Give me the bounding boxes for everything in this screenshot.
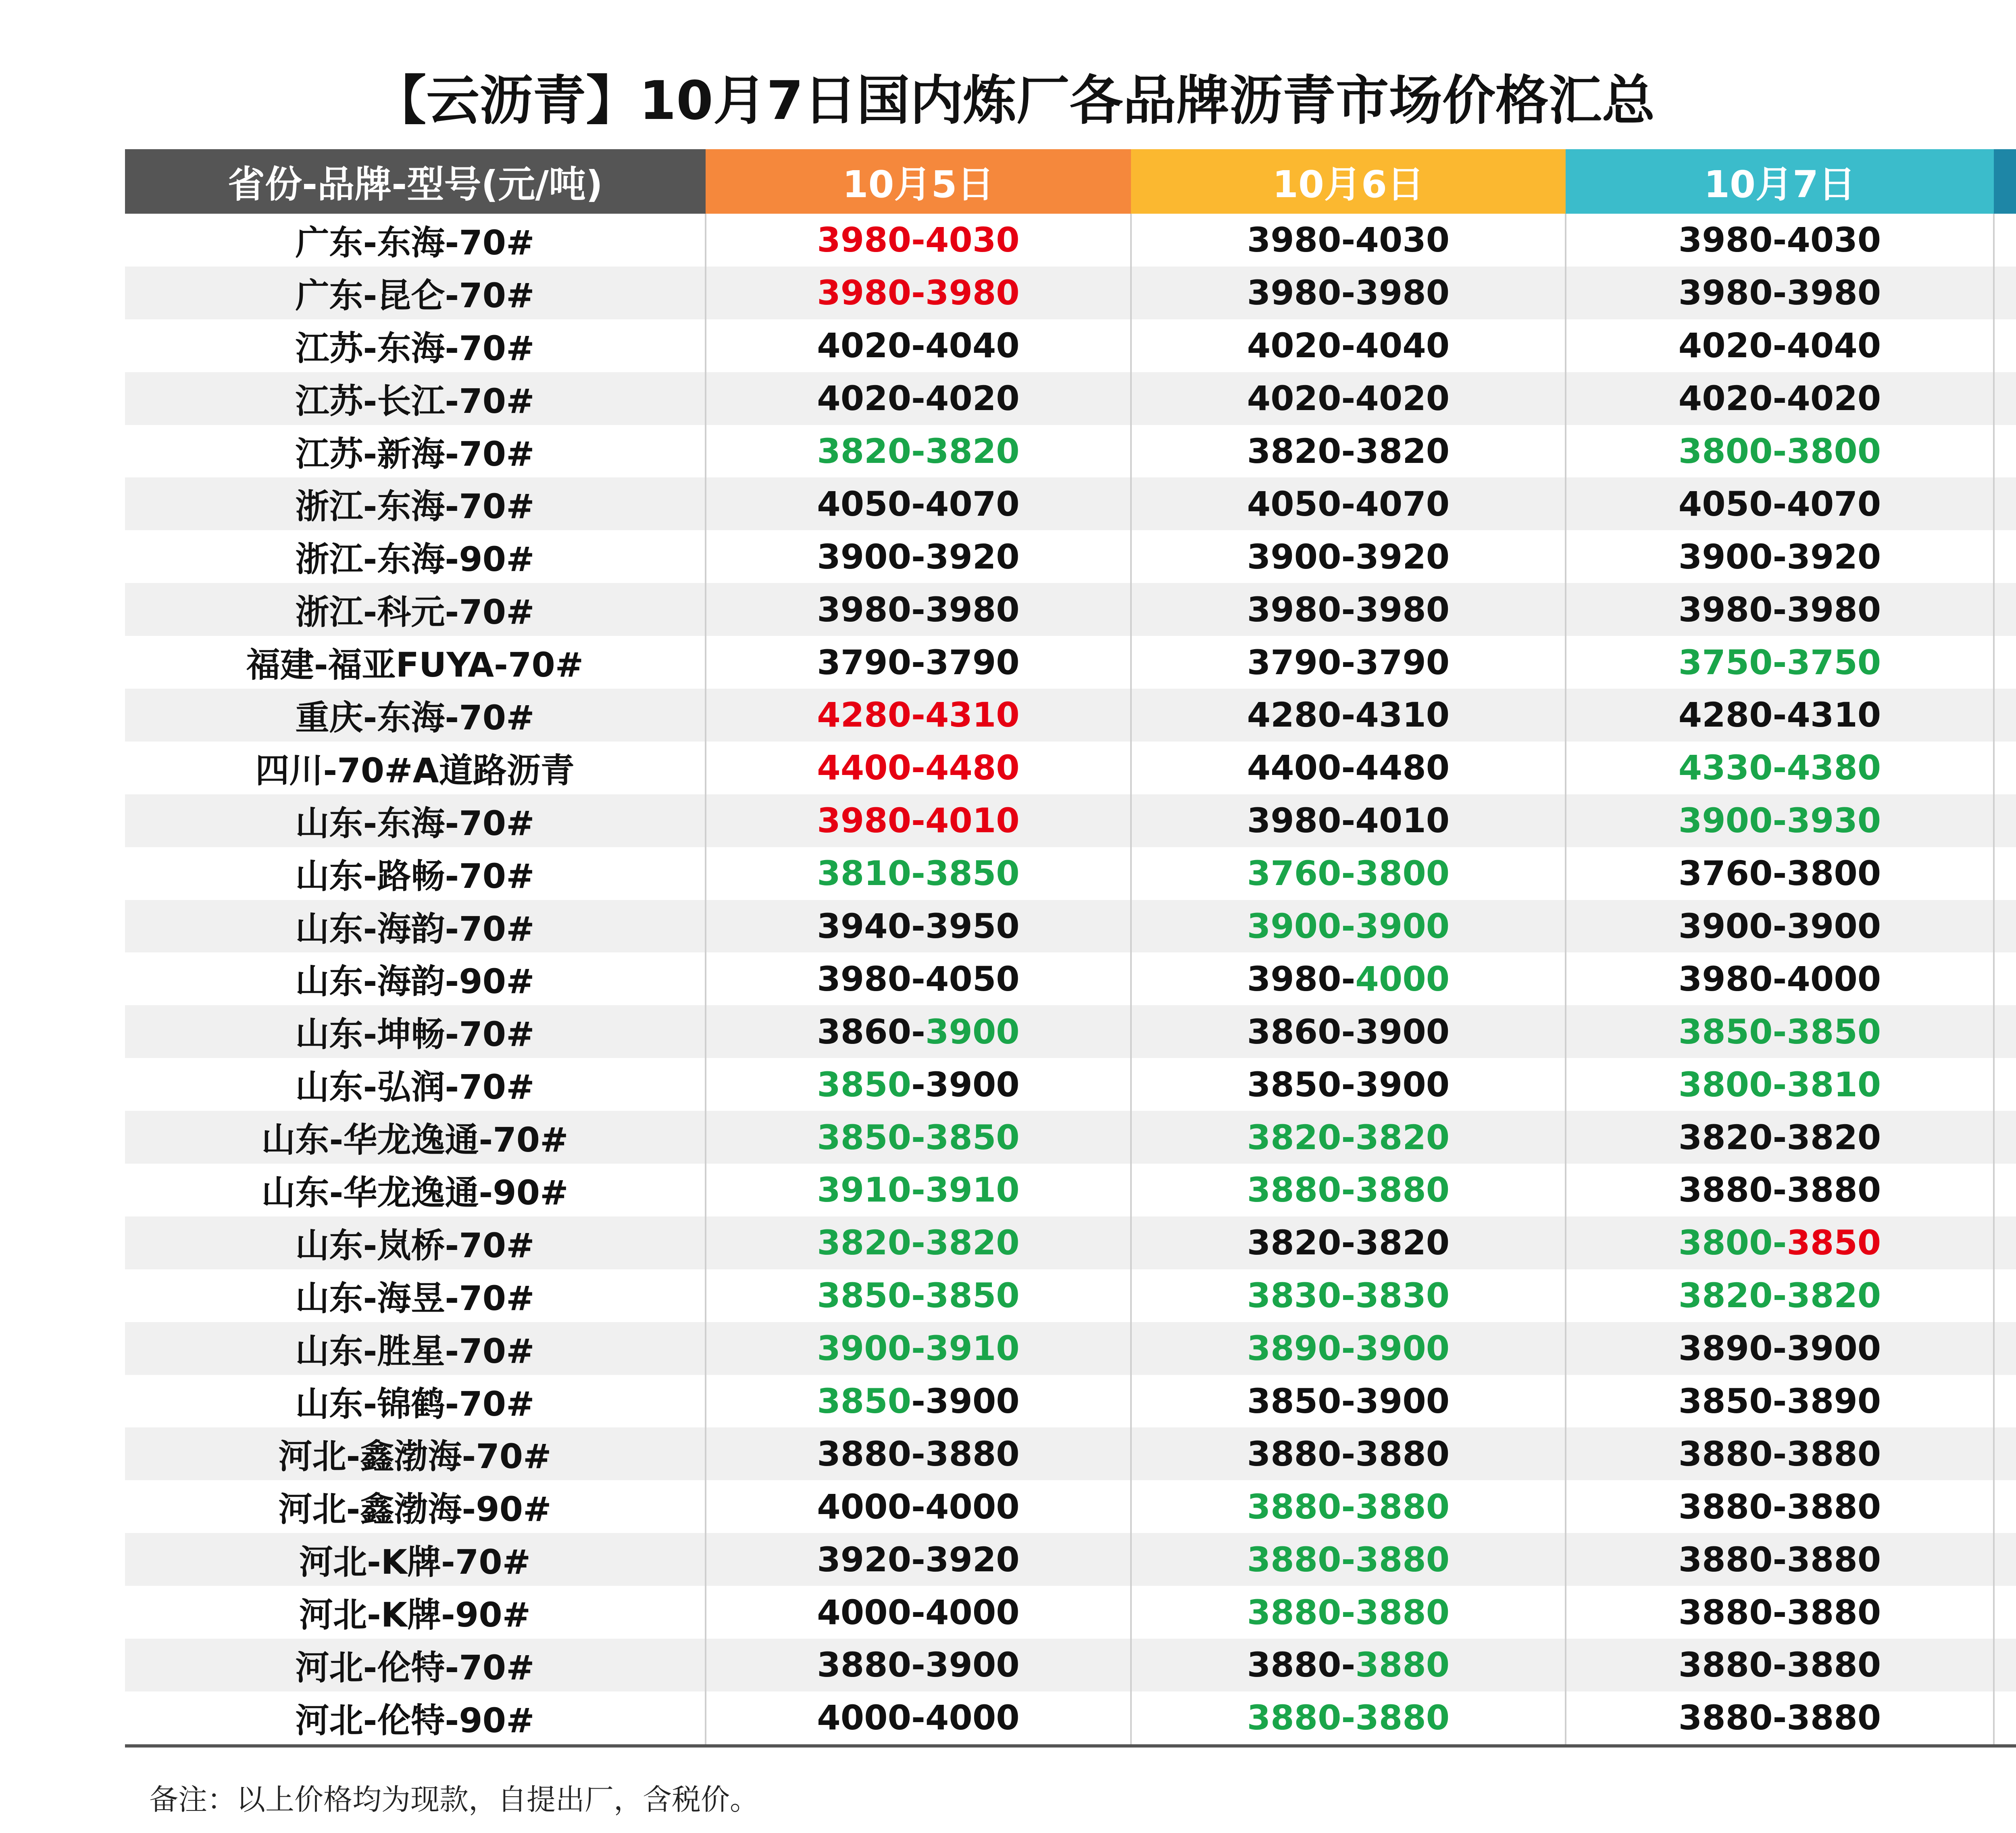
price-oct6	[1131, 1639, 1566, 1691]
table-row	[125, 1269, 2016, 1322]
price-oct5	[706, 1216, 1131, 1269]
header-oct5: 10月5日	[706, 149, 1131, 214]
price-change	[1994, 1216, 2016, 1269]
brand-cell: 江苏-东海-70#	[295, 328, 535, 368]
table-row	[125, 1533, 2016, 1586]
price-change	[1994, 1375, 2016, 1428]
value-segment: 3830-3830	[1247, 1276, 1450, 1316]
value-segment: 3850-3850	[817, 1117, 1020, 1157]
header-oct6: 10月6日	[1131, 149, 1566, 214]
price-oct5	[706, 1058, 1131, 1111]
value-segment: 3820-3820	[1678, 1117, 1881, 1157]
value-segment: 4020-4040	[817, 326, 1020, 366]
value-segment: 3820-3820	[1247, 1223, 1450, 1263]
value-segment: 3850-3890	[1678, 1381, 1881, 1421]
value-segment: 3820-3820	[1678, 1276, 1881, 1316]
header-oct7: 10月7日	[1566, 149, 1994, 214]
table-row	[125, 1427, 2016, 1480]
brand-cell: 山东-华龙逸通-90#	[261, 1173, 569, 1212]
price-oct6	[1131, 1111, 1566, 1164]
value-segment: -3900	[911, 1381, 1020, 1421]
price-change	[1994, 214, 2016, 267]
price-oct6	[1131, 900, 1566, 953]
price-oct6	[1131, 477, 1566, 530]
price-oct5	[706, 1427, 1131, 1480]
table-row	[125, 1639, 2016, 1691]
price-oct7	[1566, 1322, 1994, 1375]
price-oct6	[1131, 1586, 1566, 1639]
table-row	[125, 794, 2016, 847]
value-segment: 4000-4000	[817, 1487, 1020, 1527]
value-segment: 3860-	[817, 1012, 925, 1052]
table-row	[125, 1111, 2016, 1164]
value-segment: 3880-3880	[1678, 1698, 1881, 1738]
price-change	[1994, 900, 2016, 953]
value-segment: 4280-4310	[1247, 695, 1450, 735]
value-segment: 3900-3920	[1678, 537, 1881, 577]
table-row	[125, 425, 2016, 478]
value-segment: 3880-3880	[1247, 1487, 1450, 1527]
value-segment: 3820-3820	[1247, 431, 1450, 471]
table-row	[125, 1058, 2016, 1111]
price-oct6	[1131, 214, 1566, 267]
value-segment: 3880-3880	[1247, 1170, 1450, 1210]
price-oct7	[1566, 530, 1994, 583]
brand-cell: 四川-70#A道路沥青	[255, 750, 575, 790]
brand-cell: 河北-K牌-90#	[299, 1595, 531, 1635]
price-change	[1994, 1058, 2016, 1111]
table-row	[125, 372, 2016, 425]
brand-cell: 重庆-东海-70#	[125, 689, 706, 742]
value-segment: 3850	[817, 1064, 912, 1104]
price-oct7	[1566, 952, 1994, 1005]
value-segment: 4020-4020	[817, 379, 1020, 419]
price-change	[1994, 583, 2016, 636]
value-segment: 4400-4480	[817, 748, 1020, 788]
price-change	[1994, 319, 2016, 372]
price-oct7	[1566, 689, 1994, 742]
brand-cell: 江苏-新海-70#	[295, 434, 535, 474]
brand-cell: 河北-鑫渤海-90#	[278, 1489, 552, 1529]
brand-cell: 山东-坤畅-70#	[125, 1005, 706, 1058]
value-segment: 3820-3820	[817, 1223, 1020, 1263]
price-oct5	[706, 530, 1131, 583]
table-row	[125, 636, 2016, 689]
price-oct5	[706, 1533, 1131, 1586]
value-segment: 4280-4310	[817, 695, 1020, 735]
value-segment: 3880-3880	[1678, 1592, 1881, 1632]
value-segment: 3850-3850	[1678, 1012, 1881, 1052]
price-change	[1994, 530, 2016, 583]
value-segment: 3820-3820	[1247, 1117, 1450, 1157]
value-segment: 3880-	[1247, 1645, 1356, 1685]
price-oct7	[1566, 1533, 1994, 1586]
table-row	[125, 477, 2016, 530]
price-oct7	[1566, 372, 1994, 425]
price-oct5	[706, 1691, 1131, 1746]
price-oct7	[1566, 900, 1994, 953]
price-oct7	[1566, 1639, 1994, 1691]
value-segment: 3800-3800	[1678, 431, 1881, 471]
value-segment: 3980-3980	[817, 273, 1020, 313]
brand-cell: 广东-昆仑-70#	[125, 267, 706, 319]
price-oct5	[706, 900, 1131, 953]
value-segment: 3890-3900	[1247, 1329, 1450, 1369]
table-row	[125, 530, 2016, 583]
value-segment: 3800-3810	[1678, 1064, 1881, 1104]
price-oct7	[1566, 214, 1994, 267]
price-oct6	[1131, 636, 1566, 689]
price-oct7	[1566, 583, 1994, 636]
price-oct6	[1131, 1058, 1566, 1111]
price-oct6	[1131, 1322, 1566, 1375]
table-row	[125, 689, 2016, 742]
table-header-row	[125, 149, 2016, 214]
value-segment: 4020-4020	[1678, 379, 1881, 419]
value-segment: 4050-4070	[817, 484, 1020, 524]
brand-cell: 广东-东海-70#	[295, 223, 535, 262]
value-segment: 3880-3880	[1247, 1698, 1450, 1738]
price-oct6	[1131, 319, 1566, 372]
price-oct6	[1131, 1427, 1566, 1480]
price-oct5	[706, 267, 1131, 319]
price-change	[1994, 847, 2016, 900]
brand-cell: 浙江-东海-70#	[125, 477, 706, 530]
price-oct6	[1131, 794, 1566, 847]
price-change	[1994, 1005, 2016, 1058]
price-oct6	[1131, 372, 1566, 425]
value-segment: 3880-3880	[1247, 1539, 1450, 1579]
price-oct5	[706, 1111, 1131, 1164]
value-segment: 3900-3900	[1678, 906, 1881, 946]
value-segment: 3880-3880	[1678, 1645, 1881, 1685]
price-oct6	[1131, 1533, 1566, 1586]
table-row	[125, 1216, 2016, 1269]
value-segment: 3980-4030	[1678, 220, 1881, 260]
table-row	[125, 1322, 2016, 1375]
value-segment: 3900	[925, 1012, 1020, 1052]
brand-cell: 河北-鑫渤海-70#	[125, 1427, 706, 1480]
price-oct6	[1131, 1216, 1566, 1269]
value-segment: 3880-3880	[1247, 1592, 1450, 1632]
price-oct7	[1566, 742, 1994, 794]
table-row	[125, 742, 2016, 794]
price-oct7	[1566, 267, 1994, 319]
price-oct5	[706, 214, 1131, 267]
brand-cell: 河北-伦特-90#	[125, 1691, 706, 1746]
value-segment: 3810-3850	[817, 854, 1020, 894]
price-change	[1994, 1322, 2016, 1375]
table-row	[125, 847, 2016, 900]
table-row	[125, 952, 2016, 1005]
footnote: 备注：以上价格均为现款，自提出厂，含税价。	[149, 1783, 759, 1816]
value-segment: 3980-4010	[1247, 801, 1450, 841]
price-oct5	[706, 1322, 1131, 1375]
price-oct5	[706, 636, 1131, 689]
brand-cell: 山东-岚桥-70#	[125, 1216, 706, 1269]
value-segment: 4330-4380	[1678, 748, 1881, 788]
price-oct6	[1131, 1164, 1566, 1216]
brand-cell: 山东-胜星-70#	[125, 1322, 706, 1375]
price-oct5	[706, 1164, 1131, 1216]
brand-cell: 山东-海昱-70#	[295, 1278, 535, 1318]
price-oct6	[1131, 742, 1566, 794]
price-oct7	[1566, 1058, 1994, 1111]
brand-cell: 河北-伦特-70#	[125, 1639, 706, 1691]
price-oct5	[706, 1480, 1131, 1533]
price-oct6	[1131, 952, 1566, 1005]
table-row	[125, 583, 2016, 636]
value-segment: 3880-3900	[817, 1645, 1020, 1685]
price-oct7	[1566, 1216, 1994, 1269]
price-oct7	[1566, 1480, 1994, 1533]
brand-cell: 山东-路畅-70#	[295, 856, 535, 896]
price-oct7	[1566, 425, 1994, 478]
price-oct7	[1566, 1691, 1994, 1746]
table-row	[125, 1005, 2016, 1058]
price-oct5	[706, 583, 1131, 636]
value-segment: 3980-4000	[1678, 959, 1881, 999]
value-segment: 3920-3920	[817, 1539, 1020, 1579]
brand-cell: 浙江-东海-90#	[295, 539, 535, 579]
price-oct7	[1566, 1586, 1994, 1639]
table-row	[125, 1480, 2016, 1533]
value-segment: 3900-3920	[817, 537, 1020, 577]
brand-cell: 山东-弘润-70#	[295, 1067, 535, 1107]
price-oct7	[1566, 794, 1994, 847]
value-segment: 3760-3800	[1678, 854, 1881, 894]
price-oct6	[1131, 1480, 1566, 1533]
value-segment: 3850	[1787, 1223, 1881, 1263]
price-change	[1994, 1164, 2016, 1216]
value-segment: 3910-3910	[817, 1170, 1020, 1210]
value-segment: 3880-3880	[817, 1434, 1020, 1474]
price-oct5	[706, 1375, 1131, 1428]
price-oct7	[1566, 319, 1994, 372]
price-oct5	[706, 372, 1131, 425]
value-segment: 4000-4000	[817, 1698, 1020, 1738]
value-segment: -3900	[911, 1064, 1020, 1104]
value-segment: 3980-3980	[1247, 273, 1450, 313]
table-row	[125, 1164, 2016, 1216]
price-change	[1994, 372, 2016, 425]
value-segment: 4000-4000	[817, 1592, 1020, 1632]
value-segment: 4400-4480	[1247, 748, 1450, 788]
price-oct6	[1131, 583, 1566, 636]
value-segment: 3980-3980	[1247, 589, 1450, 629]
brand-cell: 山东-华龙逸通-70#	[125, 1111, 706, 1164]
value-segment: 3900-3930	[1678, 801, 1881, 841]
price-oct7	[1566, 1111, 1994, 1164]
value-segment: 3880-3880	[1678, 1539, 1881, 1579]
value-segment: 3980-4030	[817, 220, 1020, 260]
value-segment: 3880	[1355, 1645, 1450, 1685]
value-segment: 3850-3850	[817, 1276, 1020, 1316]
value-segment: 3850	[817, 1381, 912, 1421]
price-oct6	[1131, 1375, 1566, 1428]
price-oct6	[1131, 530, 1566, 583]
brand-cell: 河北-K牌-70#	[125, 1533, 706, 1586]
price-table	[125, 149, 2016, 1748]
value-segment: 3940-3950	[817, 906, 1020, 946]
price-oct5	[706, 1005, 1131, 1058]
value-segment: 3980-3980	[817, 589, 1020, 629]
table-row	[125, 267, 2016, 319]
price-change	[1994, 1427, 2016, 1480]
value-segment: 3880-3880	[1247, 1434, 1450, 1474]
price-change	[1994, 1691, 2016, 1746]
price-oct6	[1131, 689, 1566, 742]
value-segment: 3980-	[1247, 959, 1356, 999]
value-segment: 3900-3900	[1247, 906, 1450, 946]
value-segment: 3760-3800	[1247, 854, 1450, 894]
price-oct6	[1131, 1691, 1566, 1746]
value-segment: 3850-3900	[1247, 1064, 1450, 1104]
brand-cell: 山东-东海-70#	[125, 794, 706, 847]
value-segment: 4020-4020	[1247, 379, 1450, 419]
value-segment: 3900-3910	[817, 1329, 1020, 1369]
price-oct6	[1131, 1269, 1566, 1322]
value-segment: 4000	[1355, 959, 1450, 999]
price-oct7	[1566, 477, 1994, 530]
value-segment: 3980-4010	[817, 801, 1020, 841]
price-oct5	[706, 1586, 1131, 1639]
brand-cell: 山东-锦鹤-70#	[295, 1384, 535, 1424]
price-oct5	[706, 742, 1131, 794]
brand-cell: 山东-海韵-90#	[295, 962, 535, 1002]
table-row	[125, 319, 2016, 372]
header-brand: 省份-品牌-型号(元/吨)	[125, 149, 706, 214]
value-segment: 3880-3880	[1678, 1170, 1881, 1210]
value-segment: 3750-3750	[1678, 642, 1881, 682]
value-segment: 3880-3880	[1678, 1434, 1881, 1474]
price-oct5	[706, 689, 1131, 742]
value-segment: 3790-3790	[817, 642, 1020, 682]
brand-cell: 浙江-科元-70#	[125, 583, 706, 636]
price-change	[1994, 794, 2016, 847]
table-row	[125, 900, 2016, 953]
value-segment: 3980-4050	[817, 959, 1020, 999]
price-change	[1994, 1480, 2016, 1533]
value-segment: 3790-3790	[1247, 642, 1450, 682]
brand-cell: 福建-福亚FUYA-70#	[246, 645, 584, 685]
table-row	[125, 1691, 2016, 1746]
price-oct7	[1566, 1164, 1994, 1216]
price-oct5	[706, 952, 1131, 1005]
price-oct7	[1566, 1269, 1994, 1322]
price-oct6	[1131, 267, 1566, 319]
price-change	[1994, 1639, 2016, 1691]
price-oct7	[1566, 636, 1994, 689]
value-segment: 4020-4040	[1247, 326, 1450, 366]
value-segment: 3850-3900	[1247, 1381, 1450, 1421]
value-segment: 3820-3820	[817, 431, 1020, 471]
value-segment: 3980-3980	[1678, 273, 1881, 313]
price-oct5	[706, 847, 1131, 900]
price-change	[1994, 1586, 2016, 1639]
brand-cell: 江苏-长江-70#	[125, 372, 706, 425]
price-change	[1994, 742, 2016, 794]
table-body	[125, 214, 2016, 1746]
price-oct5	[706, 477, 1131, 530]
value-segment: 3900-3920	[1247, 537, 1450, 577]
value-segment: 3980-3980	[1678, 589, 1881, 629]
price-change	[1994, 477, 2016, 530]
price-oct6	[1131, 847, 1566, 900]
price-change	[1994, 1533, 2016, 1586]
brand-cell: 山东-海韵-70#	[125, 900, 706, 953]
price-change	[1994, 267, 2016, 319]
value-segment: 4020-4040	[1678, 326, 1881, 366]
price-change	[1994, 425, 2016, 478]
price-oct5	[706, 319, 1131, 372]
value-segment: 4050-4070	[1247, 484, 1450, 524]
header-change	[1994, 149, 2016, 214]
price-oct7	[1566, 1427, 1994, 1480]
price-change	[1994, 1269, 2016, 1322]
value-segment: 3980-4030	[1247, 220, 1450, 260]
price-oct7	[1566, 1005, 1994, 1058]
price-oct7	[1566, 1375, 1994, 1428]
price-oct6	[1131, 425, 1566, 478]
price-change	[1994, 636, 2016, 689]
price-oct5	[706, 1639, 1131, 1691]
page-title: 【云沥青】10月7日国内炼厂各品牌沥青市场价格汇总	[373, 70, 1655, 132]
value-segment: 3800-	[1678, 1223, 1787, 1263]
value-segment: 3860-3900	[1247, 1012, 1450, 1052]
price-oct7	[1566, 847, 1994, 900]
value-segment: 3880-3880	[1678, 1487, 1881, 1527]
price-change	[1994, 952, 2016, 1005]
value-segment: 4050-4070	[1678, 484, 1881, 524]
table-row	[125, 1375, 2016, 1428]
price-oct6	[1131, 1005, 1566, 1058]
table-row	[125, 214, 2016, 267]
price-oct5	[706, 794, 1131, 847]
value-segment: 4280-4310	[1678, 695, 1881, 735]
table-row	[125, 1586, 2016, 1639]
price-change	[1994, 1111, 2016, 1164]
price-oct5	[706, 1269, 1131, 1322]
price-oct5	[706, 425, 1131, 478]
value-segment: 3890-3900	[1678, 1329, 1881, 1369]
price-change	[1994, 689, 2016, 742]
